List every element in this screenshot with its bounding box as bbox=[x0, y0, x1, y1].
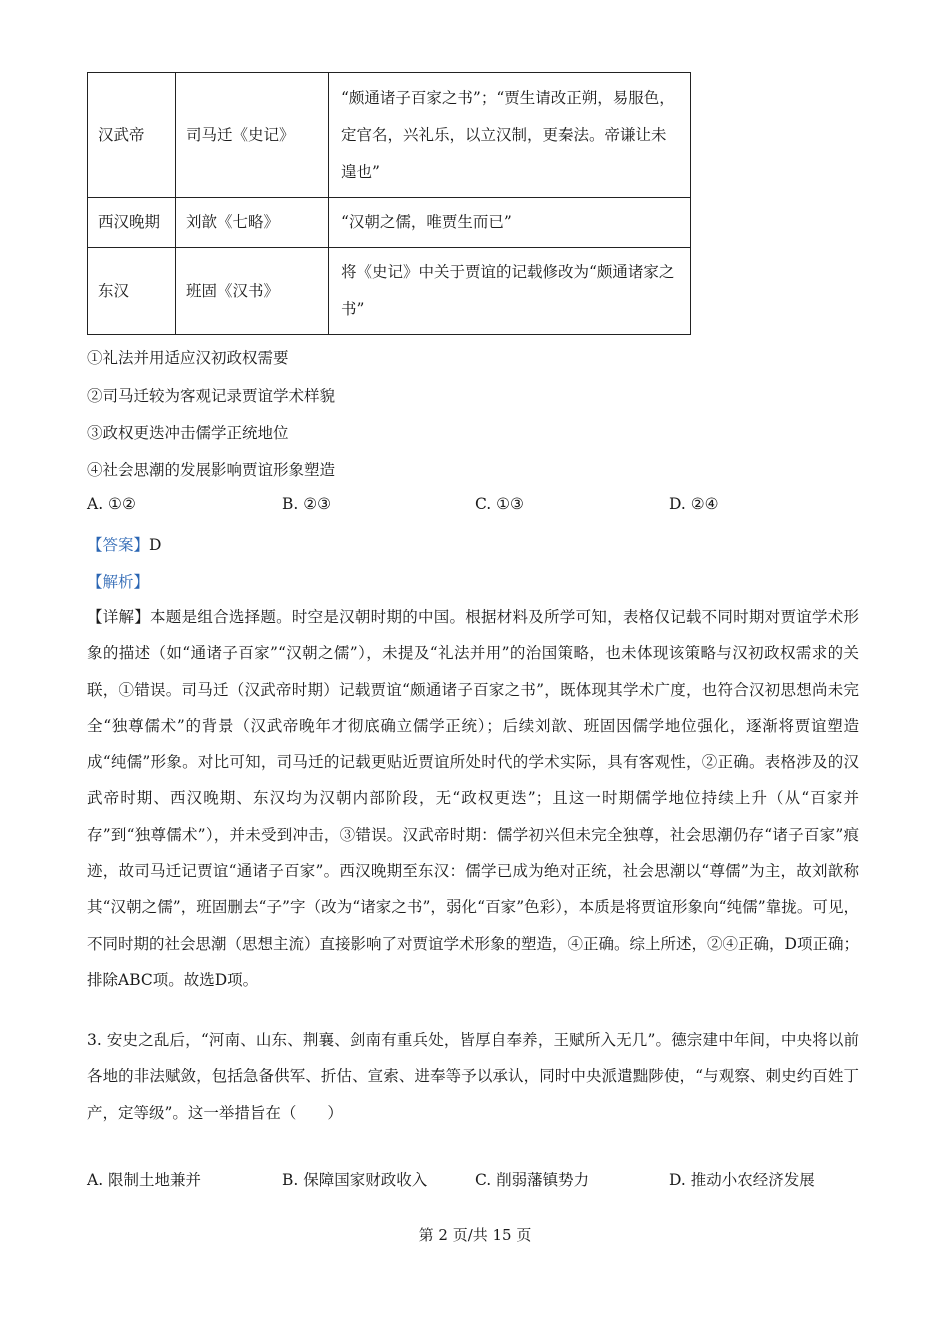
q2-option-a: A. ①② bbox=[87, 495, 136, 513]
statement-1: ①礼法并用适应汉初政权需要 bbox=[87, 349, 289, 367]
q2-option-c: C. ①③ bbox=[475, 495, 524, 513]
page-footer: 第 2 页/共 15 页 bbox=[418, 1226, 532, 1244]
question-3-stem: 3. 安史之乱后，“河南、山东、荆襄、剑南有重兵处，皆厚自奉养，王赋所入无几”。德宗建中年间，中央将以前各地的非法赋敛，包括急备供军、折估、宣索、进奉等予以承认，同时中央派遣黜陟使，“与观察、刺史约百姓丁产，定等级”。这一举措旨在（ ） bbox=[87, 1031, 859, 1122]
answer-value: D bbox=[149, 536, 162, 554]
q2-option-b: B. ②③ bbox=[282, 495, 332, 513]
answer-tag: 【答案】 bbox=[87, 536, 150, 554]
q3-option-d: D. 推动小农经济发展 bbox=[669, 1171, 815, 1189]
detail-tag: 【详解】 bbox=[87, 608, 151, 626]
statement-4: ④社会思潮的发展影响贾谊形象塑造 bbox=[87, 461, 336, 479]
analysis-tag: 【解析】 bbox=[87, 573, 150, 591]
detail-text: 本题是组合选择题。时空是汉朝时期的中国。根据材料及所学可知，表格仅记载不同时期对贾谊学术形象的描述（如“通诸子百家”“汉朝之儒”），未提及“礼法并用”的治国策略，也未体现该策略与汉初政权需求的关联，①错误。司马迁（汉武帝时期）记载贾谊“颇通诸子百家之书”，既体现其学术广度，也符合汉初思想尚未完全“独尊儒术”的背景（汉武帝晚年才彻底确立儒学正统）；后续刘歆、班固因儒学地位强化，逐渐将贾谊塑造成“纯儒”形象。对比可知，司马迁的记载更贴近贾谊所处时代的学术实际，具有客观性，②正确。表格涉及的汉武帝时期、西汉晚期、东汉均为汉朝内部阶段，无“政权更迭”；且这一时期儒学地位持续上升（从“百家并存”到“独尊儒术”），并未受到冲击，③错误。汉武帝时期：儒学初兴但未完全独尊，社会思潮仍存“诸子百家”痕迹，故司马迁记贾谊“通诸子百家”。西汉晚期至东汉：儒学已成为绝对正统，社会思潮以“尊儒”为主，故刘歆称其“汉朝之儒”，班固删去“子”字（改为“诸家之书”，弱化“百家”色彩），本质是将贾谊形象向“纯儒”靠拢。可见，不同时期的社会思潮（思想主流）直接影响了对贾谊学术形象的塑造，④正确。综上所述，②④正确，D项正确；排除ABC项。故选D项。 bbox=[87, 608, 859, 989]
table-row bbox=[88, 248, 691, 335]
table-cell-period: 西汉晚期 bbox=[88, 198, 176, 248]
q2-option-d: D. ②④ bbox=[669, 495, 719, 513]
q3-option-b: B. 保障国家财政收入 bbox=[282, 1171, 428, 1189]
table-cell-source: 班固《汉书》 bbox=[176, 248, 329, 335]
table-cell-period: 汉武帝 bbox=[88, 73, 176, 198]
detail-paragraph bbox=[87, 599, 859, 998]
answer-line bbox=[87, 533, 161, 555]
q3-option-c: C. 削弱藩镇势力 bbox=[475, 1171, 590, 1189]
table-cell-content: “颇通诸子百家之书”；“贾生请改正朔，易服色，定官名，兴礼乐，以立汉制，更秦法。帝谦让未遑也” bbox=[329, 73, 691, 198]
table-cell-period: 东汉 bbox=[88, 248, 176, 335]
table-cell-source: 刘歆《七略》 bbox=[176, 198, 329, 248]
table-row bbox=[88, 73, 691, 198]
statement-3: ③政权更迭冲击儒学正统地位 bbox=[87, 424, 289, 442]
table-cell-content: 将《史记》中关于贾谊的记载修改为“颇通诸家之书” bbox=[329, 248, 691, 335]
q3-option-a: A. 限制土地兼并 bbox=[87, 1171, 202, 1189]
statement-2: ②司马迁较为客观记录贾谊学术样貌 bbox=[87, 387, 336, 405]
table-cell-source: 司马迁《史记》 bbox=[176, 73, 329, 198]
table-cell-content: “汉朝之儒，唯贾生而已” bbox=[329, 198, 691, 248]
table-row bbox=[88, 198, 691, 248]
history-table bbox=[87, 72, 691, 335]
